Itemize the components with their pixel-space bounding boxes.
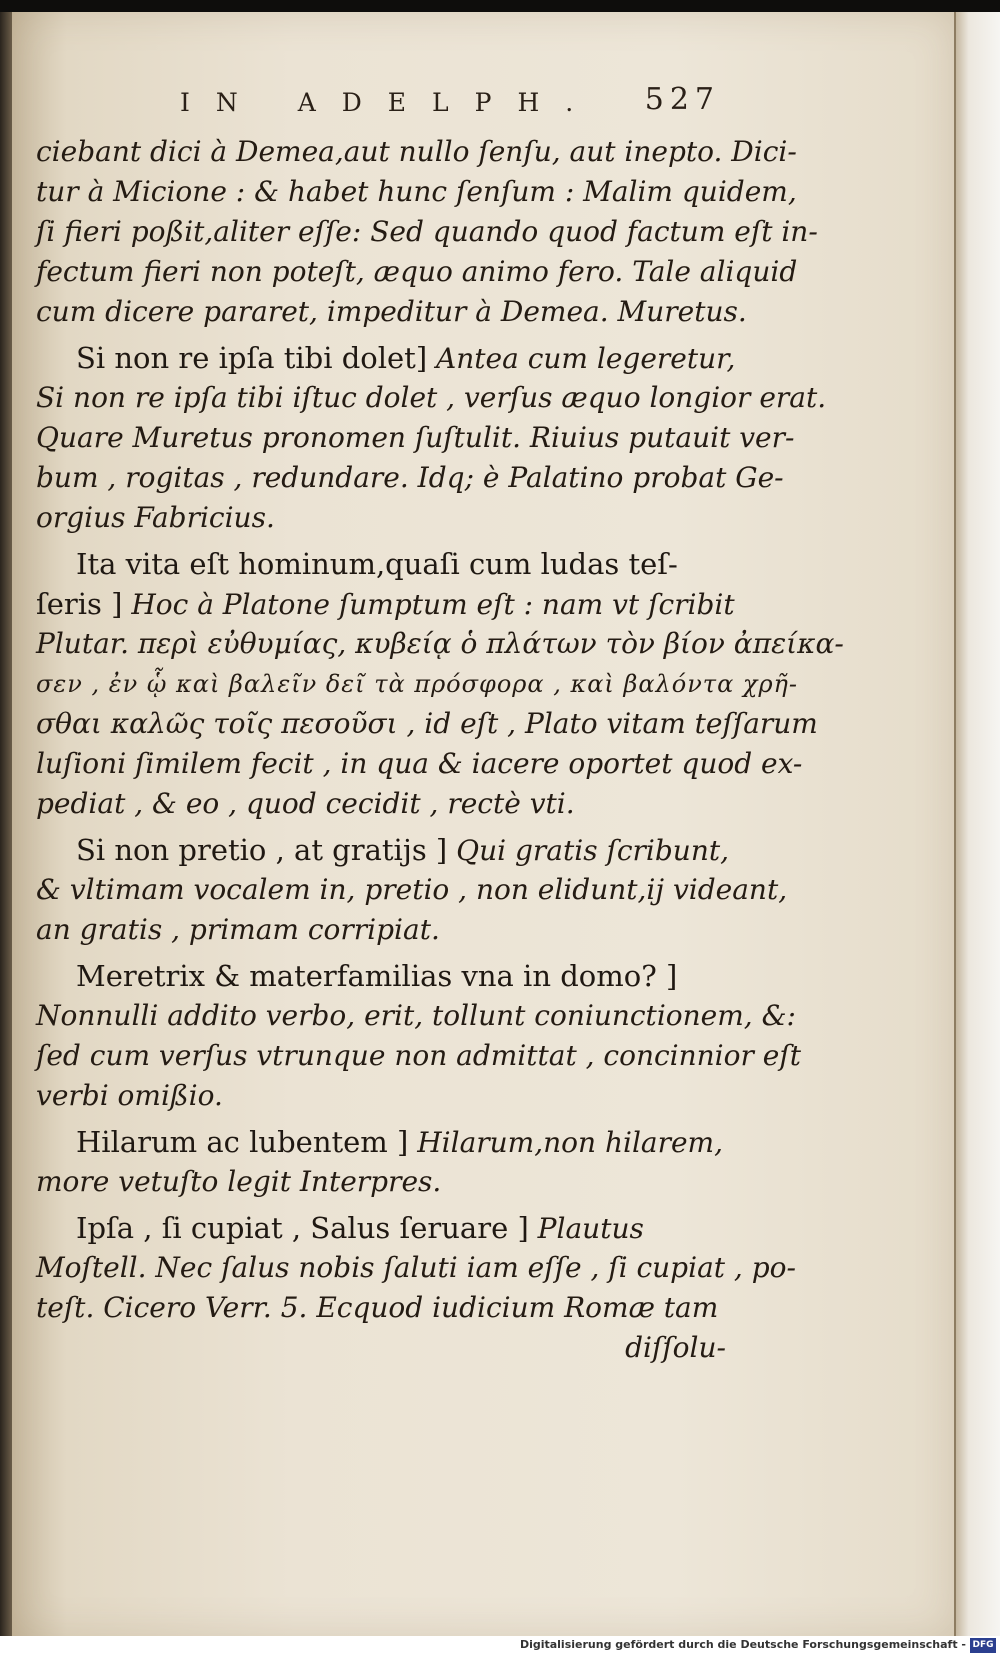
text-line: pediat , & eo , quod cecidit , rectè vti.: [36, 787, 575, 820]
text-line: tur à Micione : & habet hunc ſenſum : Malim quidem,: [36, 175, 797, 208]
running-head: IN ADELPH.: [180, 88, 600, 117]
funding-credit: Digitalisierung gefördert durch die Deutsche Forschungsgemeinschaft -: [519, 1638, 966, 1651]
lemma: Hilarum ac lubentem ]: [76, 1125, 409, 1159]
text-line: ciebant dici à Demea,aut nullo ſenſu, aut inepto. Dici-: [36, 135, 797, 168]
text-line: verbi omißio.: [36, 1079, 223, 1112]
lemma-line: [36, 956, 726, 996]
text-line: cum dicere pararet, impeditur à Demea. Muretus.: [36, 295, 747, 328]
commentary-paragraph: [36, 338, 827, 538]
lemma: Si non re ipſa tibi dolet]: [76, 341, 428, 375]
lemma: Si non pretio , at gratijs ]: [76, 833, 448, 867]
lemma: Meretrix & materfamilias vna in domo? ]: [76, 959, 678, 993]
text-line: Plutar. περὶ εὐθυμίας, κυβείᾳ ὁ πλάτων τὸν βίον ἀπείκα-: [36, 627, 844, 660]
text-line: Quare Muretus pronomen ſuſtulit. Riuius putauit ver-: [36, 421, 795, 454]
catchword: diſſolu-: [625, 1331, 726, 1364]
text-line: ſed cum verſus vtrunque non admittat , concinnior eſt: [36, 1039, 801, 1072]
commentary-paragraph: [36, 1122, 726, 1202]
gloss-text: Hoc à Platone ſumptum eſt : nam vt ſcribit: [122, 588, 735, 621]
dfg-logo: DFG: [970, 1638, 996, 1653]
lemma-line: [36, 1208, 726, 1248]
commentary-paragraph: [36, 830, 788, 950]
commentary-paragraph: [36, 132, 818, 332]
lemma-line: [36, 1122, 726, 1162]
commentary-paragraph: [36, 1208, 796, 1368]
gloss-text: Qui gratis ſcribunt,: [447, 834, 729, 867]
text-line: orgius Fabricius.: [36, 501, 275, 534]
commentary-text: [36, 132, 844, 1374]
lemma-line: [36, 544, 726, 584]
digitization-footer: [0, 1636, 1000, 1656]
gloss-text: Hilarum,non hilarem,: [408, 1126, 724, 1159]
book-spine-shadow: [0, 12, 12, 1640]
commentary-paragraph: [36, 956, 801, 1116]
text-line: ſi fieri poßit,aliter eſſe: Sed quando quod factum eſt in-: [36, 215, 818, 248]
page-header: [180, 82, 720, 128]
text-line: luſioni ſimilem fecit , in qua & iacere oportet quod ex-: [36, 747, 803, 780]
text-line: teſt. Cicero Verr. 5. Ecquod iudicium Romæ tam: [36, 1291, 719, 1324]
lemma: Ipſa , ſi cupiat , Salus ſeruare ]: [76, 1211, 529, 1245]
lemma-line: [36, 338, 736, 378]
scan-right-margin: [952, 12, 1000, 1640]
commentary-paragraph: [36, 544, 844, 824]
text-line: fectum fieri non poteſt, æquo animo fero. Tale aliquid: [36, 255, 798, 288]
text-line: more vetuſto legit Interpres.: [36, 1165, 442, 1198]
lemma-line: [36, 830, 729, 870]
text-line: bum , rogitas , redundare. Idq; è Palatino probat Ge-: [36, 461, 784, 494]
text-line: an gratis , primam corripiat.: [36, 913, 440, 946]
text-line: σθαι καλῶς τοῖς πεσοῦσι , id eſt , Plato vitam teſſarum: [36, 707, 818, 740]
scan-top-edge: [0, 0, 1000, 12]
lemma-continuation-line: [36, 584, 735, 624]
text-line: & vltimam vocalem in, pretio , non elidunt,ij videant,: [36, 873, 788, 906]
text-line: Moſtell. Nec ſalus nobis ſaluti iam eſſe , ſi cupiat , po-: [36, 1251, 796, 1284]
text-line: Si non re ipſa tibi iſtuc dolet , verſus æquo longior erat.: [36, 381, 827, 414]
gloss-text: Plautus: [528, 1212, 644, 1245]
text-line: Nonnulli addito verbo, erit, tollunt coniunctionem, &:: [36, 999, 796, 1032]
page-number: 527: [644, 82, 720, 117]
lemma: Ita vita eſt hominum,quaſi cum ludas teſ-: [76, 547, 678, 581]
greek-text-line: σεν , ἐν ᾧ καὶ βαλεῖν δεῖ τὰ πρόσφορα , καὶ βαλόντα χρῆ-: [36, 670, 799, 698]
lemma-continuation: ſeris ]: [36, 587, 123, 621]
gloss-text: Antea cum legeretur,: [427, 342, 736, 375]
